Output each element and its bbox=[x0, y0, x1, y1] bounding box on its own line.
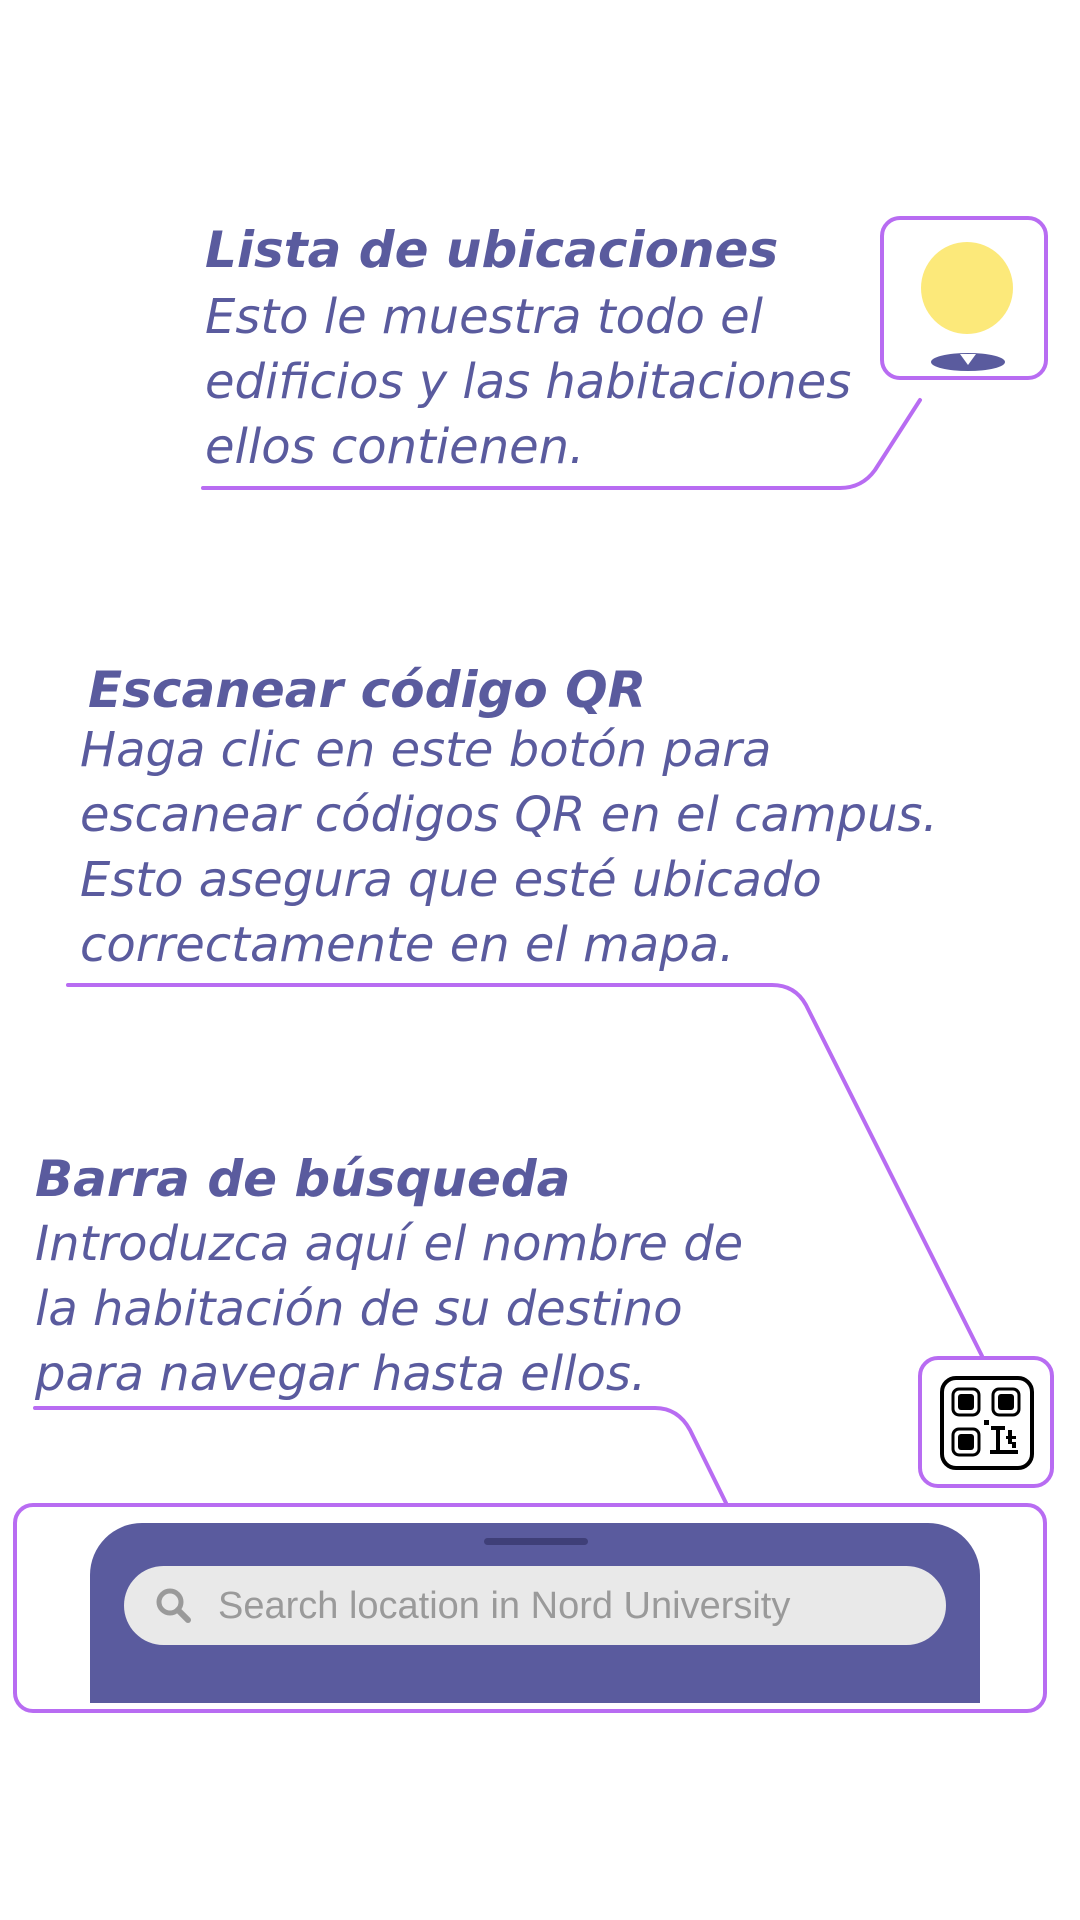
locations-callout-description bbox=[205, 285, 851, 480]
description-line: Introduzca aquí el nombre de bbox=[35, 1216, 744, 1272]
location-pin-icon bbox=[884, 220, 1044, 376]
search-connector-line bbox=[35, 1408, 726, 1503]
qr-callout-title: Escanear código QR bbox=[88, 661, 647, 719]
search-placeholder: Search location in Nord University bbox=[218, 1585, 791, 1627]
description-line: ellos contienen. bbox=[205, 419, 585, 475]
description-line: para navegar hasta ellos. bbox=[35, 1346, 647, 1402]
search-callout-description bbox=[35, 1212, 743, 1407]
locations-callout-title: Lista de ubicaciones bbox=[205, 221, 779, 279]
description-line: Haga clic en este botón para bbox=[80, 722, 772, 778]
search-icon bbox=[154, 1586, 194, 1626]
bottom-sheet[interactable] bbox=[90, 1523, 980, 1703]
description-line: Esto asegura que esté ubicado bbox=[80, 852, 822, 908]
qr-scan-button[interactable] bbox=[918, 1356, 1054, 1488]
description-line: edificios y las habitaciones bbox=[205, 354, 852, 410]
description-line: correctamente en el mapa. bbox=[80, 917, 735, 973]
location-list-button[interactable] bbox=[880, 216, 1048, 380]
description-line: escanear códigos QR en el campus. bbox=[80, 787, 938, 843]
search-input[interactable] bbox=[124, 1566, 946, 1645]
search-callout-title: Barra de búsqueda bbox=[35, 1150, 571, 1208]
description-line: la habitación de su destino bbox=[35, 1281, 683, 1337]
qr-callout-description bbox=[80, 718, 938, 978]
drag-handle[interactable] bbox=[484, 1538, 588, 1545]
description-line: Esto le muestra todo el bbox=[205, 289, 763, 345]
qr-code-icon bbox=[922, 1360, 1050, 1484]
